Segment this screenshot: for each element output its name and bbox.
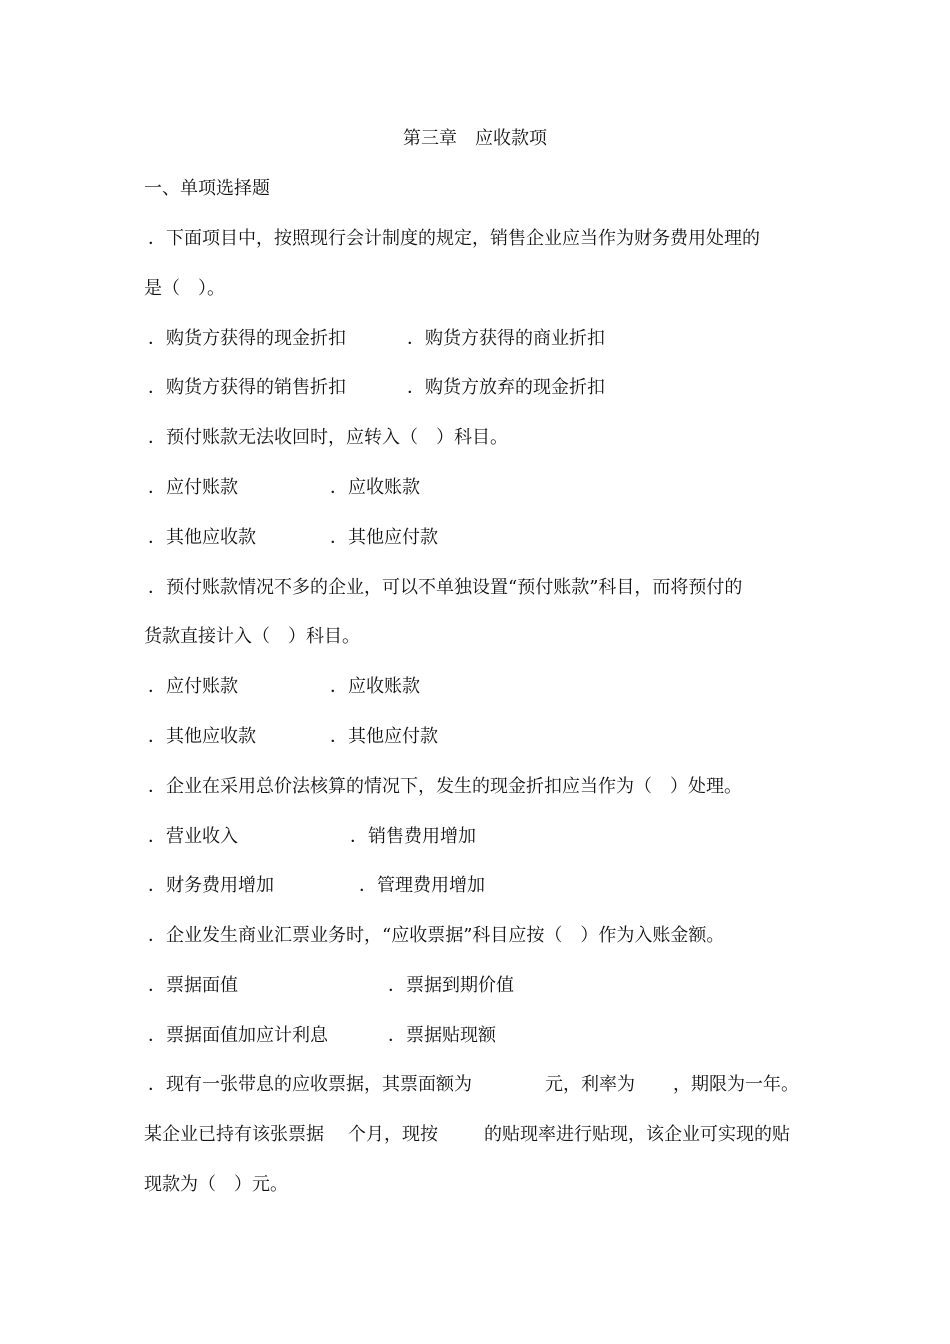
option-d: ．其他应付款 xyxy=(330,527,438,548)
option-d: ．票据贴现额 xyxy=(388,1025,496,1046)
option-c: ．财务费用增加 xyxy=(148,875,274,896)
option-a: ．票据面值 xyxy=(148,975,238,996)
option-a: ．购货方获得的现金折扣 xyxy=(148,328,346,349)
chapter-title: 第三章 应收款项 xyxy=(403,128,547,149)
option-a: ．应付账款 xyxy=(148,477,238,498)
document-page: 第三章 应收款项 一、单项选择题 ．下面项目中，按照现行会计制度的规定，销售企业应当作为财务费用处理的 是（ ）。 ．购货方获得的现金折扣 ．购货方获得的商业折扣 ．购货方获得的销售折扣 ．购货方放弃的现金折扣 ．预付账款无法收回时，应转入（ ）科目。 ．应付账款 ．应收账款 ．其他应收款 ．其他应付款 ．预付账款情况不多的企业，可以不单独设置“预付账款”科目，而将预付的 货款直接计入（ ）科目。 ．应付账款 ．应收账款 ．其他应收款 ．其他应付款 ．企业在采用总价法核算的情况下，发生的现金折扣应当作为（ ）处理。 ．营业收入 ．销售费用增加 ．财务费用增加 ．管理费用增加 ．企业发生商业汇票业务时，“应收票据”科目应按（ ）作为入账金额。 ．票据面值 ．票据到期价值 ．票据面值加应计利息 ．票据贴现额 ．现有一张带息的应收票据，其票面额为 元，利率为 ，期限为一年。 某企业已持有该张票据 个月，现按 的贴现率进行贴现，该企业可实现的贴 现款为（ ）元。 xyxy=(0,0,950,1344)
option-b: ．票据到期价值 xyxy=(388,975,514,996)
option-b: ．购货方获得的商业折扣 xyxy=(407,328,605,349)
option-c: ．票据面值加应计利息 xyxy=(148,1025,328,1046)
option-d: ．其他应付款 xyxy=(330,726,438,747)
option-b: ．销售费用增加 xyxy=(350,826,476,847)
option-b: ．应收账款 xyxy=(330,676,420,697)
option-b: ．应收账款 xyxy=(330,477,420,498)
option-d: ．管理费用增加 xyxy=(359,875,485,896)
option-c: ．其他应收款 xyxy=(148,527,256,548)
option-c: ．购货方获得的销售折扣 xyxy=(148,377,346,398)
option-d: ．购货方放弃的现金折扣 xyxy=(407,377,605,398)
option-a: ．应付账款 xyxy=(148,676,238,697)
option-c: ．其他应收款 xyxy=(148,726,256,747)
option-a: ．营业收入 xyxy=(148,826,238,847)
